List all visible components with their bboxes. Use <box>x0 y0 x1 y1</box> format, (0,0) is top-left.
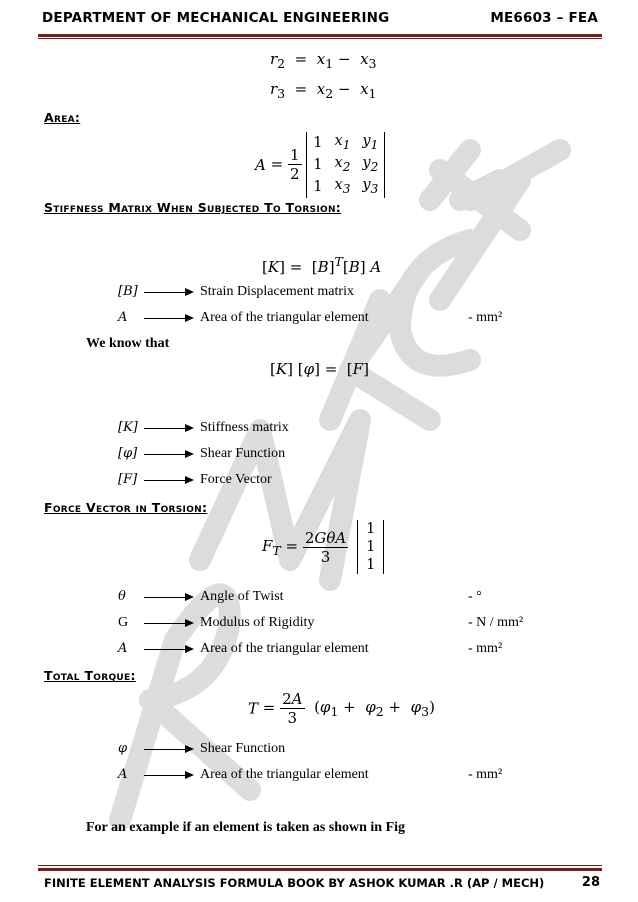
term-unit: - mm² <box>468 767 503 782</box>
we-know-that: We know that <box>86 336 170 351</box>
term-unit: - ° <box>468 589 482 604</box>
equation-system: [K] [φ] = [F] <box>270 360 369 378</box>
term-symbol: [K] <box>118 420 138 435</box>
footer-rule-thin <box>38 865 602 866</box>
header-rule-thick <box>38 34 602 37</box>
header-department: DEPARTMENT OF MECHANICAL ENGINEERING <box>42 10 390 26</box>
right-arrow-icon <box>144 649 192 650</box>
term-symbol: [B] <box>118 284 138 299</box>
term-symbol: [F] <box>118 472 138 487</box>
footer-rule-thick <box>38 868 602 871</box>
section-force-vector: Force Vector in Torsion: <box>44 500 208 515</box>
term-symbol: A <box>118 767 128 782</box>
right-arrow-icon <box>144 623 192 624</box>
term-description: Strain Displacement matrix <box>200 284 354 299</box>
equation-stiffness: $[K] = [B]^T[B]$ A <box>262 254 382 276</box>
term-symbol: [φ] <box>118 446 138 461</box>
term-description: Area of the triangular element <box>200 641 369 656</box>
header-rule-thin <box>38 38 602 39</box>
right-arrow-icon <box>144 454 192 455</box>
term-symbol: G <box>118 615 129 630</box>
section-total-torque: Total Torque: <box>44 668 136 683</box>
footer-text: FINITE ELEMENT ANALYSIS FORMULA BOOK BY ASHOK KUMAR .R (AP / MECH) <box>44 876 545 890</box>
equation-torque: T = $\frac{2A}{3}$ $(\varphi_1 + \varphi_2 + \varphi_3)$ <box>248 690 435 727</box>
term-description: Force Vector <box>200 472 272 487</box>
right-arrow-icon <box>144 292 192 293</box>
right-arrow-icon <box>144 318 192 319</box>
term-unit: - N / mm² <box>468 615 524 630</box>
page-header <box>42 10 602 26</box>
term-unit: - mm² <box>468 310 503 325</box>
term-description: Modulus of Rigidity <box>200 615 315 630</box>
page-number: 28 <box>581 875 600 890</box>
term-unit: - mm² <box>468 641 503 656</box>
equation-r2: $r_2 = x_1 - x_3$ <box>270 50 377 71</box>
section-area: Area: <box>44 110 81 125</box>
right-arrow-icon <box>144 597 192 598</box>
term-symbol: φ <box>118 741 128 756</box>
right-arrow-icon <box>144 428 192 429</box>
term-symbol: θ <box>118 589 126 604</box>
right-arrow-icon <box>144 775 192 776</box>
section-stiffness: Stiffness Matrix When Subjected To Torsion: <box>44 200 342 215</box>
page-footer <box>44 876 600 890</box>
closing-text: For an example if an element is taken as shown in Fig <box>86 820 406 835</box>
right-arrow-icon <box>144 749 192 750</box>
term-description: Area of the triangular element <box>200 767 369 782</box>
term-symbol: A <box>118 641 128 656</box>
term-description: Shear Function <box>200 446 286 461</box>
term-description: Area of the triangular element <box>200 310 369 325</box>
equation-area: A = $\frac{1}{2}$ 1 $x_1$ $y_1$ 1 $x_2$ $y_2$ 1 $x_3$ $y_3$ <box>255 132 385 198</box>
term-symbol: A <box>118 310 128 325</box>
term-description: Shear Function <box>200 741 286 756</box>
header-course-code: ME6603 – FEA <box>490 10 598 26</box>
right-arrow-icon <box>144 480 192 481</box>
term-description: Stiffness matrix <box>200 420 289 435</box>
term-description: Angle of Twist <box>200 589 284 604</box>
equation-r3: $r_3 = x_2 - x_1$ <box>270 80 377 101</box>
equation-force-vector: $F_T$ = $\frac{\text{2GθA}}{3}$ 1 1 1 <box>262 520 384 574</box>
